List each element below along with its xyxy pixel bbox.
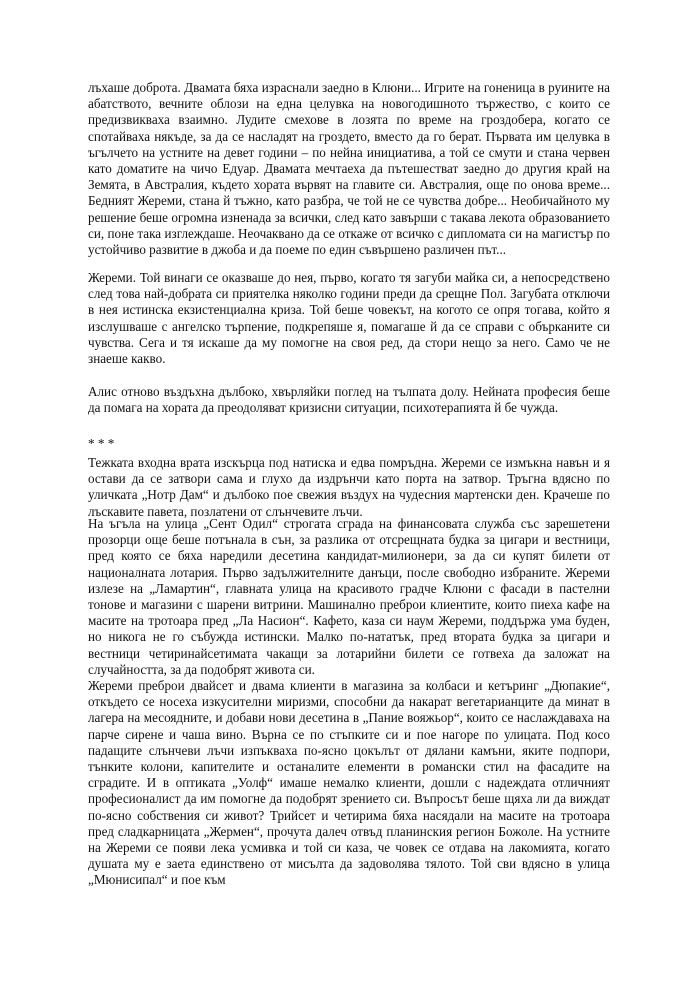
- paragraph-text: лъхаше доброта. Двамата бяха израснали заедно в Клюни... Игрите на гоненица в руините на абатството, вечните облози на една целувка на новогодишното тържество, с които се предизвикваха взаимно. Лудите смехове в лозята по време на гроздобера, когато се спотайваха някъде, за да се насладят на гроздето, вместо да го берат. Първата им целувка в ъгълчето на устните на девет години – по нейна инициатива, а той се смути и стана червен като доматите на чичо Едуар. Двамата мечтаеха да пътешестват заедно до другия край на Земята, в Австралия, където хората вървят на главите си. Австралия, още по онова време... Бедният Жереми, стана й тъжно, като разбра, че той не се чувства добре... Необичайното му решение беше огромна изненада за всички, след като завърши с такава лекота образованието си, поне така изглеждаше. Неочаквано да се откаже от всичко с дипломата си на магистър по устойчиво развитие в джоба и да поеме по един съвършено различен път...: [88, 80, 610, 258]
- paragraph-text: Тежката входна врата изскърца под натиска и едва помръдна. Жереми се измъкна навън и я остави да се затвори сама и глухо да издрънчи като порта на затвор. Тръгна вдясно по уличката „Нотр Дам“ и дълбоко пое свежия въздух на чудесния мартенски ден. Крачеше по лъскавите павета, позлатени от слънчевите лъчи.: [88, 455, 610, 519]
- paragraph-5: [88, 516, 610, 678]
- paragraph-1: [88, 80, 610, 258]
- paragraph-6: [88, 678, 610, 889]
- paragraph-text: Жереми. Той винаги се оказваше до нея, първо, когато тя загуби майка си, а непосредствено след това най-добрата си приятелка няколко години преди да срещне Пол. Загубата отключи в нея истинска екзистенциална криза. Той беше човекът, на когото се опря тогава, който я изслушваше с ангелско търпение, подкрепяше я, помагаше й да се справи с обърканите си чувства. Сега и тя искаше да му помогне на своя ред, да стори нещо за него. Само че не знаеше какво.: [88, 270, 610, 367]
- paragraph-text: Алис отново въздъхна дълбоко, хвърляйки поглед на тълпата долу. Нейната професия беше да помага на хората да преодоляват кризисни ситуации, психотерапията й бе чужда.: [88, 384, 610, 416]
- paragraph-text: Жереми преброи двайсет и двама клиенти в магазина за колбаси и кетъринг „Дюпакие“, откъдето се носеха изкусителни миризми, способни да накарат вегетарианците да минат в лагера на месоядните, и добави нови десетина в „Пание вояжьор“, които се наслаждаваха на парче сирене и чаша вино. Върна се по стъпките си и пое нагоре по улицата. Под косо падащите слънчеви лъчи изпъкваха по-ясно цокълът от дялани камъни, яките подпори, тънките колони, капителите и останалите елементи в романски стил на фасадите на сградите. И в оптиката „Уолф“ имаше немалко клиенти, дошли с надеждата отличният професионалист да им помогне да подобрят зрението си. Въпросът беше щяха ли да виждат по-ясно собствения си живот? Трийсет и четирима бяха насядали на масите на тротоара пред сладкарницата „Жермен“, прочута далеч отвъд планинския регион Божоле. На устните на Жереми се появи лека усмивка и той си каза, че човек се отдава на лакомията, когато душата му е заета единствено от мисълта да задоволява тялото. Той сви вдясно в улица „Мюнисипал“ и пое към: [88, 678, 610, 888]
- paragraph-2: [88, 270, 610, 367]
- paragraph-3: [88, 384, 610, 416]
- paragraph-text: На ъгъла на улица „Сент Одил“ строгата сграда на финансовата служба със зарешетени прозорци още беше потънала в сън, за разлика от отсрещната будка за цигари и вестници, пред която се бяха наредили десетина кандидат-милионери, за да си купят билети от националната лотария. Първо задължителните данъци, после свободно избраните. Жереми излезе на „Ламартин“, главната улица на красивото градче Клюни с фасади в пастелни тонове и магазини с шарени витрини. Машинално преброи клиентите, които пиеха кафе на масите на тротоара пред „Ла Насион“. Кафето, каза си наум Жереми, поддържа ума буден, но никога не го събужда истински. Малко по-нататък, пред втората будка за цигари и вестници четиринайсетимата чакащи за лотарийни билети се готвеха да заложат на случайността, за да подобрят живота си.: [88, 516, 610, 677]
- section-separator: * * *: [88, 436, 115, 451]
- paragraph-4: [88, 455, 610, 520]
